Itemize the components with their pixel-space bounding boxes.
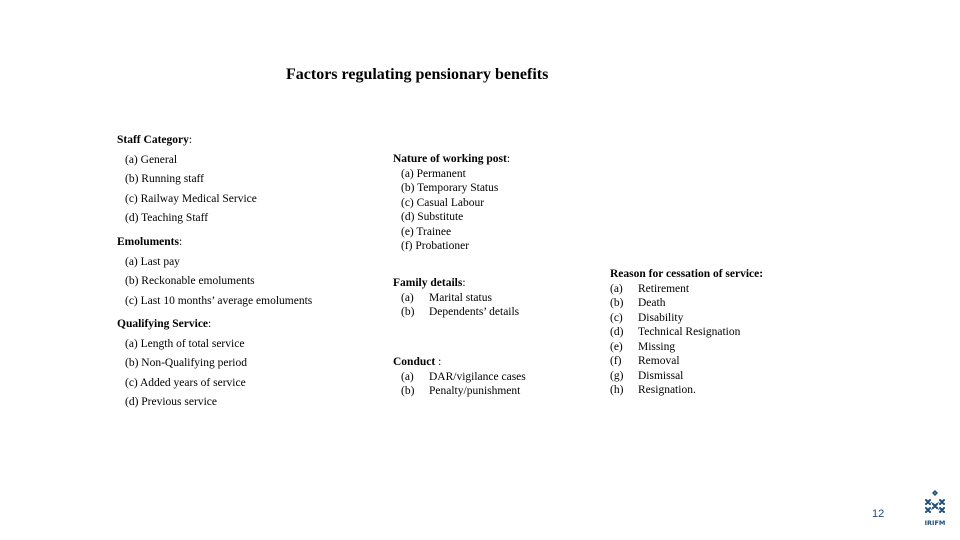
list-item: (a) Retirement xyxy=(610,282,690,295)
list-item: (d) Previous service xyxy=(125,396,217,408)
cessation-heading: Reason for cessation of service: xyxy=(610,268,764,280)
list-item: (d) Teaching Staff xyxy=(125,212,209,224)
list-item: (b) Penalty/punishment xyxy=(401,385,521,397)
qualifying-service-heading: Qualifying Service: xyxy=(117,318,212,330)
conduct-heading: Conduct : xyxy=(393,356,442,368)
list-item: (a) General xyxy=(125,153,178,166)
staff-category-heading: Staff Category: xyxy=(117,134,193,146)
list-item: (c) Last 10 months’ average emoluments xyxy=(125,294,313,307)
list-item: (f) Removal xyxy=(610,355,680,367)
list-item: (c) Added years of service xyxy=(125,376,246,389)
list-item: (d) Substitute xyxy=(401,211,464,223)
list-item: (a) Last pay xyxy=(125,255,180,268)
list-item: (e) Missing xyxy=(610,340,676,353)
list-item: (h) Resignation. xyxy=(610,384,696,396)
nature-of-post-block xyxy=(393,152,510,254)
list-item: (c) Disability xyxy=(610,311,684,324)
emoluments-block xyxy=(117,233,312,311)
list-item: (b) Temporary Status xyxy=(401,182,499,194)
list-item: (d) Technical Resignation xyxy=(610,326,741,338)
list-item: (b) Dependents’ details xyxy=(401,306,520,318)
list-item: (f) Probationer xyxy=(401,240,470,252)
list-item: (a) DAR/vigilance cases xyxy=(401,370,526,383)
svg-text:IRIFM: IRIFM xyxy=(924,519,946,527)
list-item: (b) Non-Qualifying period xyxy=(125,357,247,369)
qualifying-service-block xyxy=(117,315,247,413)
family-details-heading: Family details: xyxy=(393,277,466,289)
conduct-block xyxy=(393,355,526,399)
list-item: (e) Trainee xyxy=(401,225,452,238)
list-item: (c) Railway Medical Service xyxy=(125,192,257,205)
list-item: (g) Dismissal xyxy=(610,369,684,382)
page-number: 12 xyxy=(872,508,885,520)
list-item: (a) Length of total service xyxy=(125,337,245,350)
cessation-block xyxy=(610,267,763,398)
staff-category-block xyxy=(117,131,257,229)
list-item: (c) Casual Labour xyxy=(401,196,485,209)
list-item: (b) Running staff xyxy=(125,173,205,185)
list-item: (b) Reckonable emoluments xyxy=(125,275,255,287)
list-item: (a) Permanent xyxy=(401,167,466,180)
list-item: (b) Death xyxy=(610,297,666,309)
list-item: (a) Marital status xyxy=(401,291,492,304)
slide-title: Factors regulating pensionary benefits xyxy=(286,66,549,83)
family-details-block xyxy=(393,276,519,320)
emoluments-heading: Emoluments: xyxy=(117,236,183,248)
nature-of-post-heading: Nature of working post: xyxy=(393,153,511,165)
irifm-logo xyxy=(922,488,948,528)
